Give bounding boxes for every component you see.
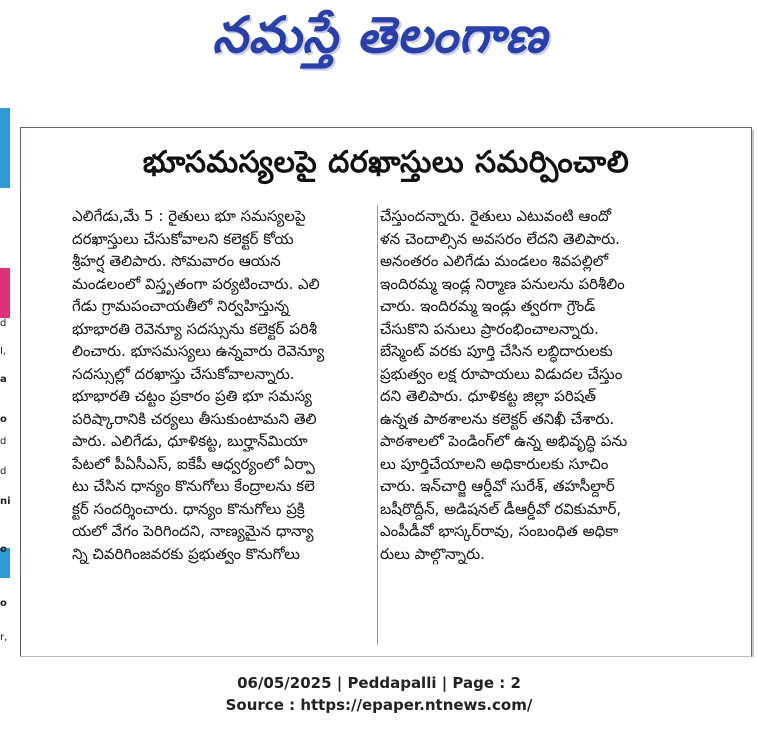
article-text-line: ఎంపీడీవో భాస్కర్‌రావు, సంబంధిత అధికా xyxy=(380,522,619,540)
strip-letter: I, xyxy=(0,346,7,357)
article-text-line: ఇందిరమ్మ ఇండ్ల నిర్మాణ పనులను పరిశీలిం xyxy=(380,274,625,293)
article-headline: భూసమస్యలపై దరఖాస్తులు సమర్పించాలి xyxy=(142,145,630,180)
edition-info: 06/05/2025 | Peddapalli | Page : 2 xyxy=(237,674,521,692)
frame-border xyxy=(751,127,752,657)
logo-text: నమస్తే తెలంగాణ xyxy=(212,5,548,64)
article-text-line: భూభారతి చట్టం ప్రకారం ప్రతి భూ సమస్య xyxy=(72,387,312,405)
article-text-line: భూభారతి రెవెన్యూ సదస్సును కలెక్టర్ పరిశీ xyxy=(72,319,318,338)
source-link[interactable]: Source : https://epaper.ntnews.com/ xyxy=(225,696,533,714)
adjacent-column-strip xyxy=(0,108,12,658)
article-text-line: పారు. ఎలిగేడు, ధూళికట్ట, బుర్హాన్‌మియా xyxy=(72,432,308,450)
masthead xyxy=(0,0,758,82)
article-text-line: చేసుకొని పనులు ప్రారంభించాలన్నారు. xyxy=(380,319,599,338)
article-text-line: న్ని చివరిగింజవరకు ప్రభుత్వం కొనుగోలు xyxy=(72,544,300,563)
article-text-line: పేటలో పీఏసీఎస్, ఐకేపీ ఆధ్వర్యంలో ఏర్పా xyxy=(72,454,315,473)
article-column-2 xyxy=(380,205,685,565)
article-text-line: ఎలిగేడు,మే 5 : రైతులు భూ సమస్యలపై xyxy=(72,207,306,225)
article-text-line: లించారు. భూసమస్యలు ఉన్నవారు రెవెన్యూ xyxy=(72,342,325,360)
article-text-line: చారు. ఇన్‌చార్జి ఆర్డీవో సురేశ్, తహసీల్దార్ xyxy=(380,477,615,495)
article-text-line: లు పూర్తిచేయాలని అధికారులకు సూచిం xyxy=(380,454,609,473)
article-text-line: దరఖాస్తులు చేసుకోవాలని కలెక్టర్ కోయ xyxy=(72,229,294,248)
article-text-line: సదస్సుల్లో దరఖాస్తు చేసుకోవాలన్నారు. xyxy=(72,364,295,383)
article-text-line: ఉన్నత పాఠశాలను కలెక్టర్ తనిఖీ చేశారు. xyxy=(380,409,615,428)
article-text-line: ళన చెందాల్సిన అవసరం లేదని తెలిపారు. xyxy=(380,229,620,248)
strip-letter: o xyxy=(0,598,7,609)
strip-letter: o xyxy=(0,544,7,555)
article-text-line: అనంతరం ఎలిగేడు మండలం శివపల్లిలో xyxy=(380,252,609,270)
article-column-1 xyxy=(72,205,377,565)
frame-border xyxy=(20,656,750,657)
strip-letter: d xyxy=(0,436,7,447)
article-text-line: గేడు గ్రామపంచాయతీలో నిర్వహిస్తున్న xyxy=(72,297,290,315)
strip-letter: a xyxy=(0,374,7,385)
article-text-line: పరిష్కారానికి చర్యలు తీసుకుంటామని తెలి xyxy=(72,409,317,428)
strip-letter: ni xyxy=(0,496,11,507)
strip-letter: r, xyxy=(0,632,8,643)
pink-band xyxy=(0,268,10,318)
article-text-line: శ్రీహర్ష తెలిపారు. సోమవారం ఆయన xyxy=(72,252,281,270)
article-text-line: చేస్తుందన్నారు. రైతులు ఎటువంటి ఆందో xyxy=(380,207,612,225)
column-divider xyxy=(377,205,378,645)
article-text-line: బషీరొద్దీన్, అడిషనల్ డీఆర్డీవో రవికుమార్, xyxy=(380,499,622,518)
article-text-line: క్టర్ సందర్శించారు. ధాన్యం కొనుగోలు ప్రక్రి xyxy=(72,499,305,518)
article-text-line: రులు పాల్గొన్నారు. xyxy=(380,544,485,563)
strip-letter: d xyxy=(0,466,7,477)
blue-band xyxy=(0,108,10,188)
article-text-line: ప్రభుత్వం లక్ష రూపాయలు విడుదల చేస్తుం xyxy=(380,364,623,383)
article-text-line: దని తెలిపారు. ధూళికట్ట జిల్లా పరిషత్ xyxy=(380,387,597,405)
frame-border xyxy=(20,127,752,128)
newspaper-logo xyxy=(180,6,580,76)
strip-letter: o xyxy=(0,414,7,425)
article-text-line: బేస్మెంట్ వరకు పూర్తి చేసిన లబ్ధిదారులకు xyxy=(380,342,613,360)
frame-border xyxy=(20,127,21,657)
article-text-line: యలో వేగం పెరిగిందని, నాణ్యమైన ధాన్యా xyxy=(72,522,314,540)
article-text-line: పాఠశాలలో పెండింగ్‌లో ఉన్న అభివృద్ధి పను xyxy=(380,432,628,450)
strip-letter: d xyxy=(0,318,7,329)
page-footer xyxy=(0,672,758,716)
article-text-line: మండలంలో విస్తృతంగా పర్యటించారు. ఎలి xyxy=(72,274,320,293)
news-article xyxy=(20,127,752,657)
article-text-line: చారు. ఇందిరమ్మ ఇండ్లు త్వరగా గ్రౌండ్ xyxy=(380,297,596,315)
article-text-line: టు చేసిన ధాన్యం కొనుగోలు కేంద్రాలను కలె xyxy=(72,477,315,495)
